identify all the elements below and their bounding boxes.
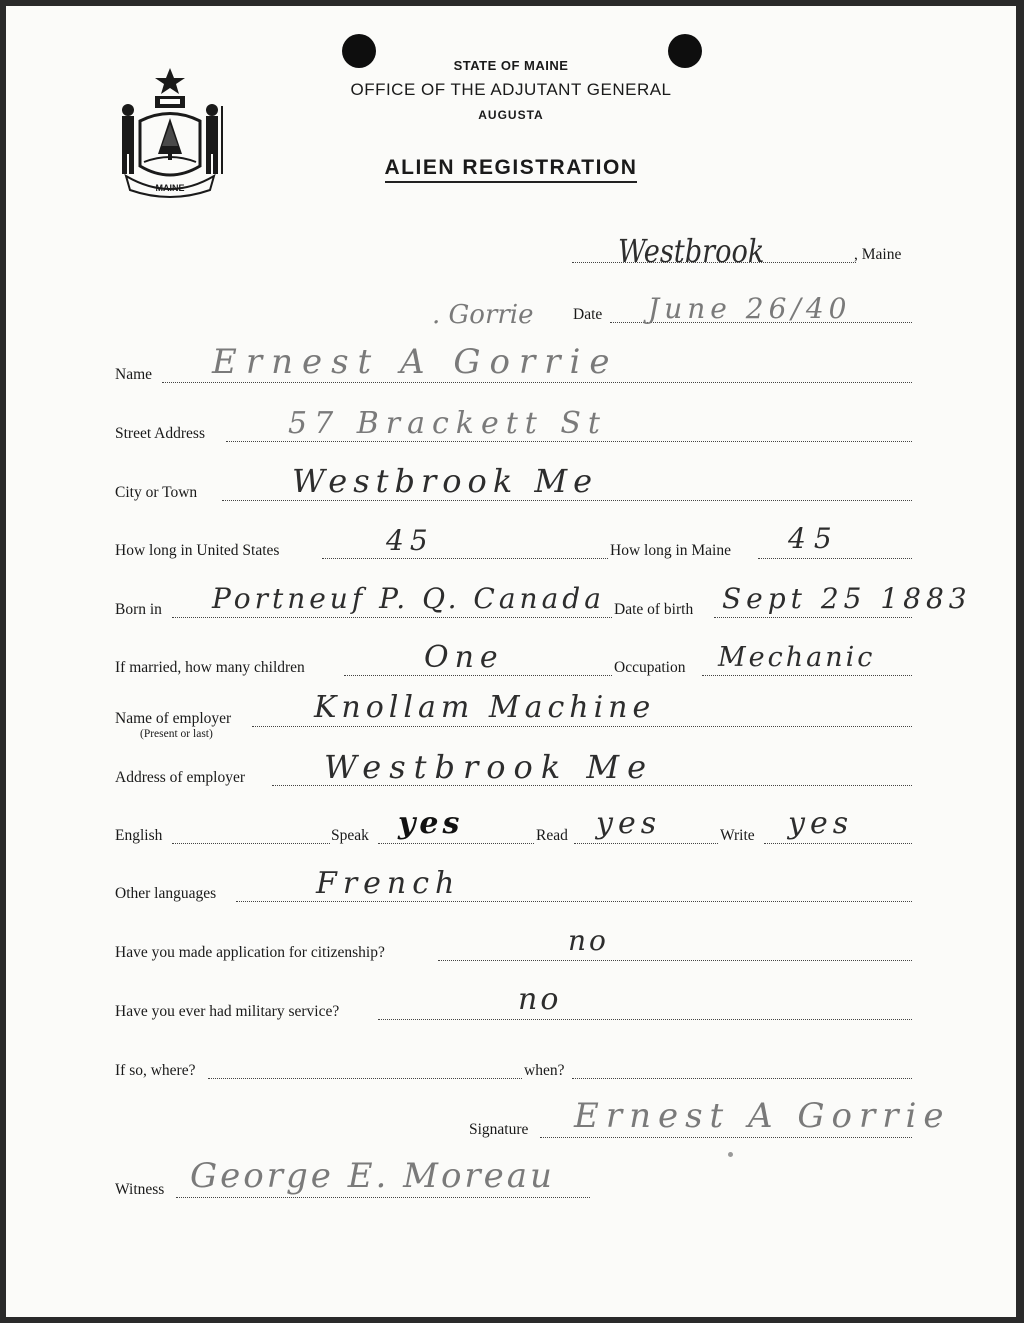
occupation-line [702,675,912,676]
english-label: English [115,827,163,844]
children-line [344,675,612,676]
other-languages-label: Other languages [115,885,217,902]
citizenship-value[interactable]: no [568,924,609,957]
city-town-label: City or Town [115,484,198,501]
name-line [162,382,912,383]
svg-text:MAINE: MAINE [155,183,185,193]
prefix-note: . Gorrie [432,300,534,330]
married-children-label: If married, how many children [115,659,305,676]
born-in-line [172,617,612,618]
ink-speck [728,1152,733,1157]
witness-label: Witness [115,1181,165,1198]
how-long-us-value[interactable]: 45 [386,524,434,557]
when-label: when? [524,1062,565,1079]
read-value[interactable]: yes [596,806,662,841]
speak-value[interactable]: yes [398,806,464,841]
children-value[interactable]: One [424,640,504,675]
military-label: Have you ever had military service? [115,1003,340,1020]
when-line[interactable] [572,1078,912,1079]
date-of-birth-line [714,617,912,618]
employer-sub-label: (Present or last) [140,728,213,740]
name-label: Name [115,366,153,383]
street-address-value[interactable]: 57 Brackett St [288,406,607,441]
write-value[interactable]: yes [788,806,854,841]
employer-name-value[interactable]: Knollam Machine [314,690,656,725]
write-label: Write [720,827,755,844]
military-line [378,1019,912,1020]
born-in-value[interactable]: Portneuf P. Q. Canada [212,582,605,615]
employer-address-value[interactable]: Westbrook Me [324,748,655,786]
write-line [764,843,912,844]
how-long-maine-value[interactable]: 45 [788,522,840,555]
signature-value[interactable]: Ernest A Gorrie [574,1096,951,1136]
signature-line [540,1137,912,1138]
how-long-maine-line [758,558,912,559]
date-value[interactable]: June 26/40 [648,292,852,325]
town-value[interactable]: Westbrook [618,232,765,270]
form-title: ALIEN REGISTRATION [6,156,1016,180]
office-heading: OFFICE OF THE ADJUTANT GENERAL [350,80,672,99]
city-town-line [222,500,912,501]
registration-form [6,6,1016,1317]
military-value[interactable]: no [518,982,562,1017]
speak-line [378,843,534,844]
state-heading: STATE OF MAINE [453,58,569,73]
how-long-us-line [322,558,608,559]
employer-name-line [252,726,912,727]
where-label: If so, where? [115,1062,196,1079]
speak-label: Speak [331,827,369,844]
city-town-value[interactable]: Westbrook Me [292,462,599,500]
witness-value[interactable]: George E. Moreau [190,1156,555,1196]
english-line [172,843,330,844]
other-languages-value[interactable]: French [316,866,461,901]
born-in-label: Born in [115,601,162,618]
employer-name-label: Name of employer [115,710,232,727]
citizenship-line [438,960,912,961]
date-of-birth-value[interactable]: Sept 25 1883 [722,582,972,615]
street-address-line [226,441,912,442]
where-line[interactable] [208,1078,522,1079]
signature-label: Signature [469,1121,529,1138]
date-label: Date [573,306,603,323]
citizenship-label: Have you made application for citizenship? [115,944,385,961]
name-value[interactable]: Ernest A Gorrie [212,342,619,382]
how-long-us-label: How long in United States [115,542,280,559]
other-languages-line [236,901,912,902]
employer-address-label: Address of employer [115,769,245,786]
occupation-value[interactable]: Mechanic [718,642,876,673]
witness-line [176,1197,590,1198]
read-label: Read [536,827,568,844]
occupation-label: Occupation [614,659,686,676]
date-of-birth-label: Date of birth [614,601,694,618]
city-heading: AUGUSTA [478,108,544,122]
maine-label: , Maine [854,246,902,263]
street-address-label: Street Address [115,425,205,442]
how-long-maine-label: How long in Maine [610,542,731,559]
read-line [574,843,718,844]
